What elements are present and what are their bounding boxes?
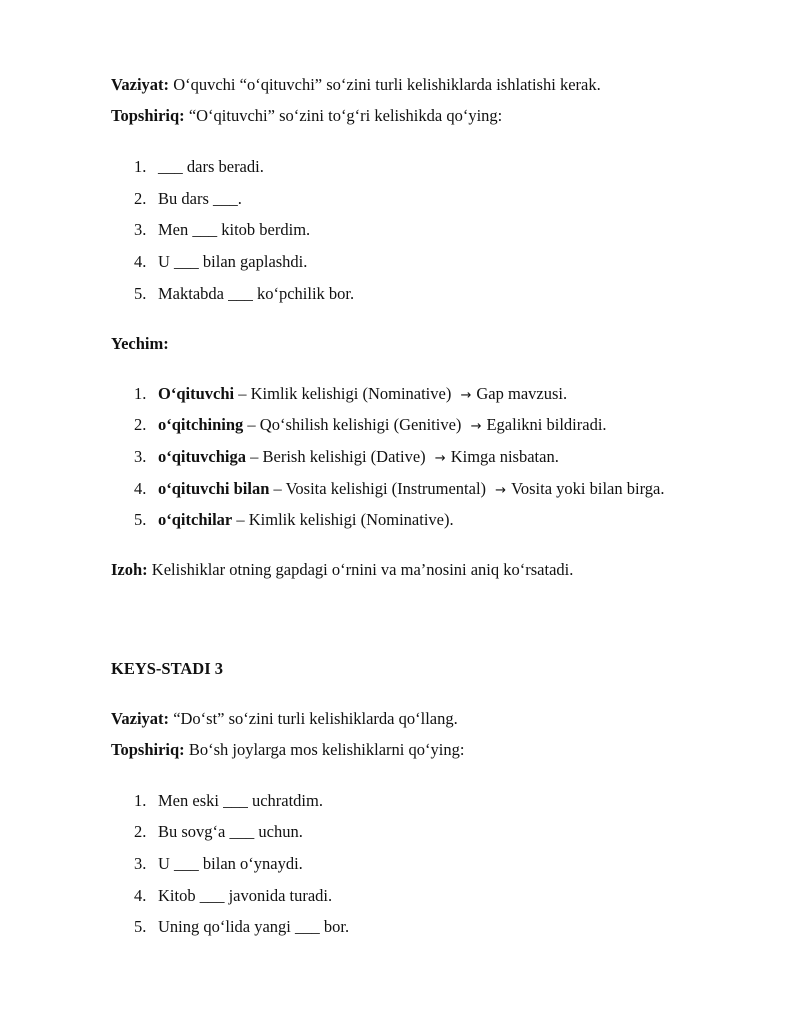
- item-number: 1.: [134, 157, 147, 176]
- list-item: [134, 415, 607, 435]
- list-item: [134, 510, 454, 530]
- item-number: 1.: [134, 384, 147, 403]
- item-text: U ___ bilan o‘ynaydi.: [158, 854, 303, 873]
- item-number: 3.: [134, 854, 147, 873]
- item-text: Bu sovg‘a ___ uchun.: [158, 822, 303, 841]
- task-text: Bo‘sh joylarga mos kelishiklarni qo‘ying:: [184, 740, 465, 759]
- item-number: 5.: [134, 917, 147, 936]
- item-number: 3.: [134, 447, 147, 466]
- solution-word: o‘qitchining: [158, 415, 244, 434]
- item-text: Men ___ kitob berdim.: [158, 220, 311, 239]
- list-item: [134, 479, 664, 499]
- list-item: [134, 157, 264, 177]
- note-label: Izoh:: [111, 560, 148, 579]
- item-text: Maktabda ___ ko‘pchilik bor.: [158, 284, 355, 303]
- arrow-right-icon: →: [495, 483, 507, 498]
- solution-desc: – Qo‘shilish kelishigi (Genitive): [243, 415, 466, 434]
- situation-label: Vaziyat:: [111, 75, 170, 94]
- list-item: [134, 854, 303, 874]
- solution-heading: Yechim:: [111, 334, 169, 353]
- situation-paragraph: [111, 709, 458, 729]
- item-number: 4.: [134, 252, 147, 271]
- situation-paragraph: [111, 75, 601, 95]
- list-item: [134, 822, 303, 842]
- case-study-title: KEYS-STADI 3: [111, 659, 224, 678]
- solution-word: o‘qituvchi bilan: [158, 479, 270, 498]
- situation-text: “Do‘st” so‘zini turli kelishiklarda qo‘llang.: [169, 709, 458, 728]
- item-number: 4.: [134, 479, 147, 498]
- list-item: [134, 384, 567, 404]
- item-text: Bu dars ___.: [158, 189, 242, 208]
- solution-note: Kimga nisbatan.: [450, 447, 559, 466]
- solution-desc: – Kimlik kelishigi (Nominative): [234, 384, 456, 403]
- task-paragraph: [111, 740, 464, 760]
- solution-note: Egalikni bildiradi.: [486, 415, 607, 434]
- arrow-right-icon: →: [434, 451, 446, 466]
- list-item: [134, 189, 242, 209]
- list-item: [134, 284, 354, 304]
- solution-word: o‘qitchilar: [158, 510, 233, 529]
- item-number: 5.: [134, 284, 147, 303]
- item-text: Men eski ___ uchratdim.: [158, 791, 323, 810]
- solution-note: Gap mavzusi.: [476, 384, 568, 403]
- solution-desc: – Kimlik kelishigi (Nominative).: [232, 510, 454, 529]
- list-item: [134, 791, 323, 811]
- item-number: 4.: [134, 886, 147, 905]
- task-label: Topshiriq:: [111, 106, 185, 125]
- solution-note: Vosita yoki bilan birga.: [511, 479, 665, 498]
- list-item: [134, 886, 332, 906]
- note-text: Kelishiklar otning gapdagi o‘rnini va ma’nosini aniq ko‘rsatadi.: [147, 560, 574, 579]
- item-number: 5.: [134, 510, 147, 529]
- item-text: U ___ bilan gaplashdi.: [158, 252, 308, 271]
- item-number: 1.: [134, 791, 147, 810]
- situation-text: O‘quvchi “o‘qituvchi” so‘zini turli kelishiklarda ishlatishi kerak.: [169, 75, 601, 94]
- item-number: 2.: [134, 189, 147, 208]
- item-number: 2.: [134, 415, 147, 434]
- situation-label: Vaziyat:: [111, 709, 170, 728]
- solution-desc: – Vosita kelishigi (Instrumental): [269, 479, 491, 498]
- note-paragraph: [111, 560, 573, 580]
- item-text: ___ dars beradi.: [158, 157, 264, 176]
- item-number: 3.: [134, 220, 147, 239]
- solution-word: o‘qituvchiga: [158, 447, 247, 466]
- list-item: [134, 220, 310, 240]
- task-label: Topshiriq:: [111, 740, 185, 759]
- item-text: Kitob ___ javonida turadi.: [158, 886, 333, 905]
- list-item: [134, 917, 349, 937]
- arrow-right-icon: →: [470, 419, 482, 434]
- task-text: “O‘qituvchi” so‘zini to‘g‘ri kelishikda qo‘ying:: [184, 106, 503, 125]
- solution-desc: – Berish kelishigi (Dative): [246, 447, 430, 466]
- item-text: Uning qo‘lida yangi ___ bor.: [158, 917, 350, 936]
- solution-word: O‘qituvchi: [158, 384, 235, 403]
- task-paragraph: [111, 106, 502, 126]
- list-item: [134, 447, 559, 467]
- item-number: 2.: [134, 822, 147, 841]
- list-item: [134, 252, 307, 272]
- arrow-right-icon: →: [460, 388, 472, 403]
